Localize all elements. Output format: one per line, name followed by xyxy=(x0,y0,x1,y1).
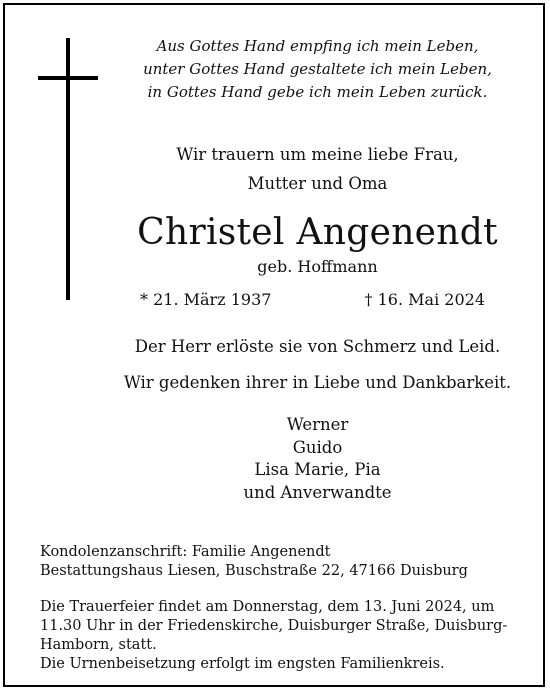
condolence-line-1: Kondolenzanschrift: Familie Angenendt xyxy=(40,544,331,560)
funeral-service-info xyxy=(40,598,520,674)
intro-text xyxy=(110,140,525,198)
motto-verse xyxy=(110,35,525,104)
mourner-name: und Anverwandte xyxy=(243,482,392,502)
service-line-3: Hamborn, statt. xyxy=(40,637,157,653)
condolence-address xyxy=(40,543,520,581)
relief-line: Der Herr erlöste sie von Schmerz und Leid. xyxy=(134,337,501,356)
death-date: † 16. Mai 2024 xyxy=(364,290,485,309)
service-line-4: Die Urnenbeisetzung erfolgt im engsten Familienkreis. xyxy=(40,656,445,672)
mourner-name: Werner xyxy=(286,415,349,434)
service-line-1: Die Trauerfeier findet am Donnerstag, dem 13. Juni 2024, um xyxy=(40,599,495,615)
mourner-name: Guido xyxy=(292,437,343,457)
remembrance-line: Wir gedenken ihrer in Liebe und Dankbarkeit. xyxy=(123,373,512,392)
mourner-name: Lisa Marie, Pia xyxy=(254,460,381,479)
motto-line-2: unter Gottes Hand gestaltete ich mein Leben, xyxy=(143,60,492,78)
mourners-list xyxy=(110,414,525,504)
motto-line-1: Aus Gottes Hand empfing ich mein Leben, xyxy=(156,37,479,55)
intro-line-1: Wir trauern um meine liebe Frau, xyxy=(176,145,459,164)
cross-icon-bar xyxy=(38,76,98,80)
motto-line-3: in Gottes Hand gebe ich mein Leben zurück. xyxy=(147,83,488,101)
condolence-line-2: Bestattungshaus Liesen, Buschstraße 22, 47166 Duisburg xyxy=(40,563,468,579)
service-line-2: 11.30 Uhr in der Friedenskirche, Duisburger Straße, Duisburg- xyxy=(40,618,508,634)
deceased-name: Christel Angenendt xyxy=(137,212,498,253)
intro-line-2: Mutter und Oma xyxy=(247,174,388,193)
birth-date: * 21. März 1937 xyxy=(140,290,272,309)
birth-name: geb. Hoffmann xyxy=(257,257,378,276)
